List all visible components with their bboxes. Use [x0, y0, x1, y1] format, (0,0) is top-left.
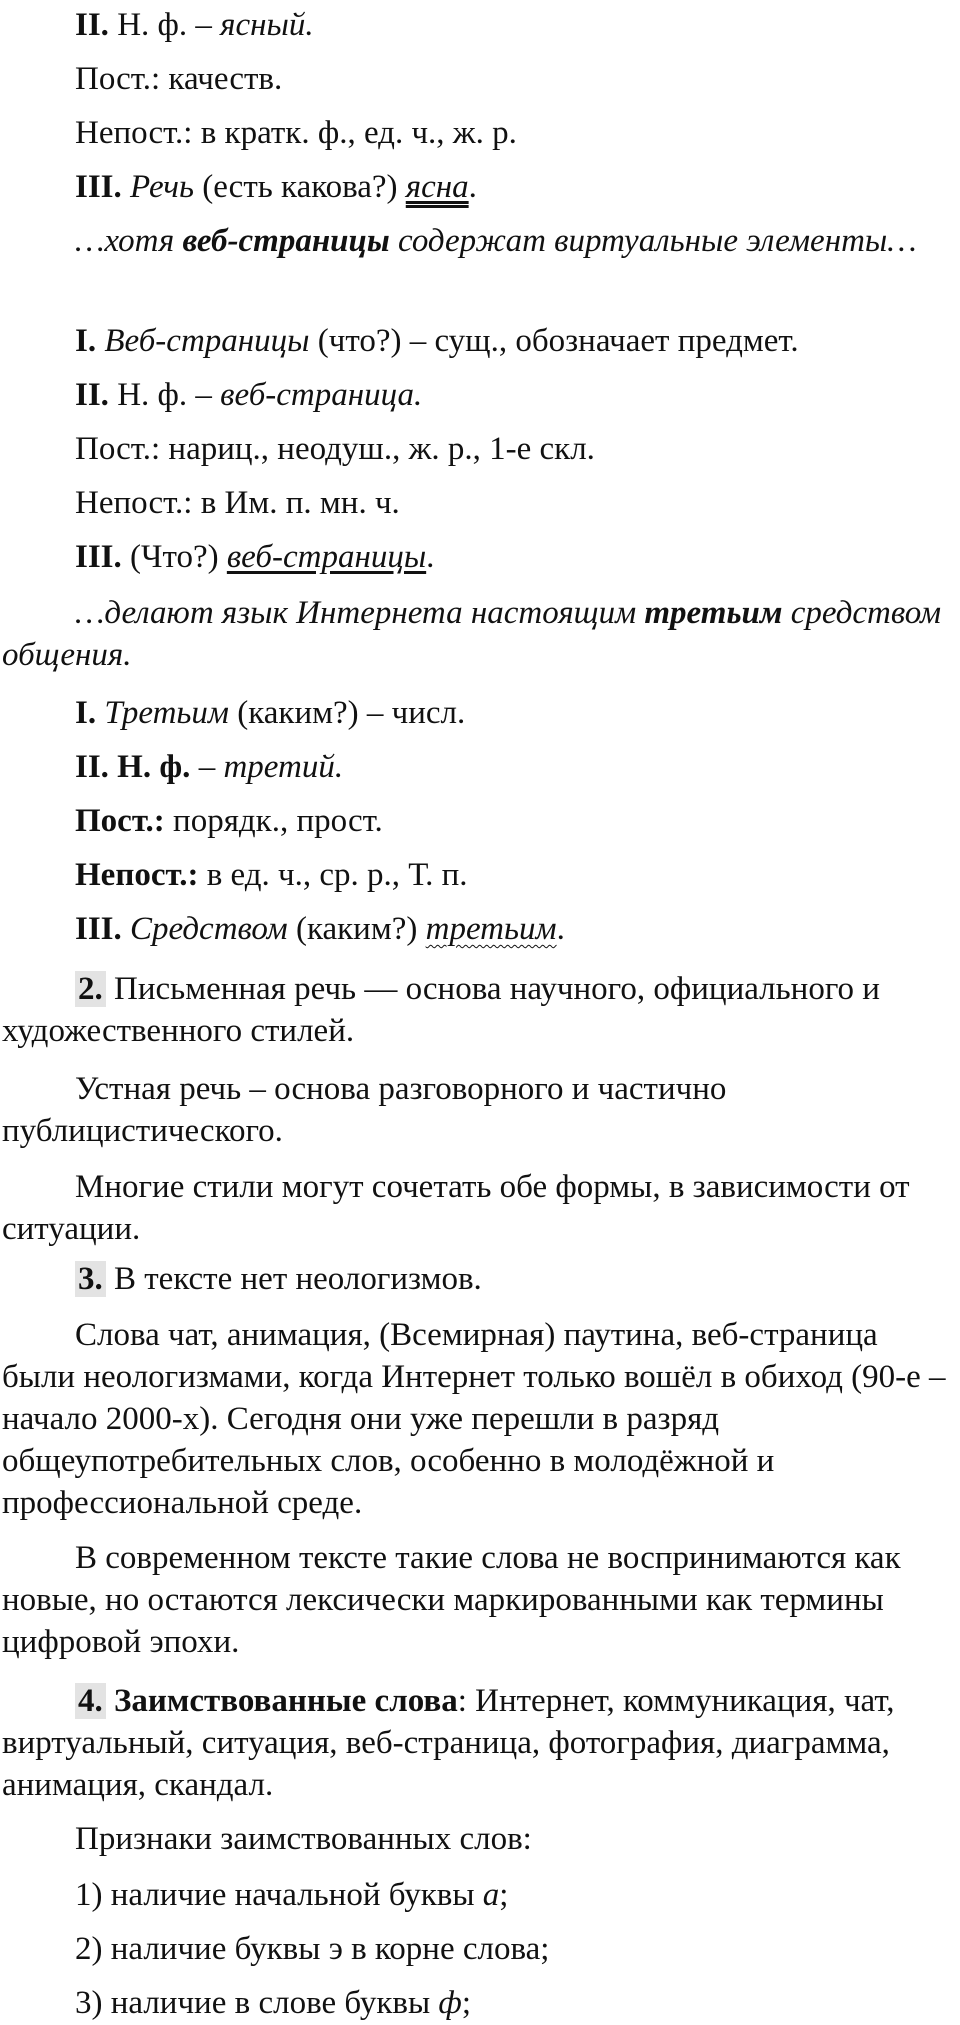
line-analysis-tretim-pos — [0, 692, 960, 734]
text: ; — [461, 1985, 472, 2021]
line-analysis-yasny-post: Пост.: качеств. — [75, 61, 283, 97]
quote-keyword: веб-страницы — [182, 223, 390, 259]
word-form: Речь — [121, 169, 194, 205]
text: (Что?) — [121, 539, 227, 575]
line-analysis-veb-nepost: Непост.: в Им. п. мн. ч. — [75, 485, 400, 521]
quote-text: содержат виртуальные элементы… — [389, 223, 917, 259]
quote-text: …хотя — [75, 223, 183, 259]
text: (каким?) – числ. — [229, 695, 466, 731]
answer-2-styles-paragraph: Многие стили могут сочетать обе формы, в зависимости от ситуации. — [2, 1169, 910, 1247]
answer-4-paragraph — [0, 1680, 960, 1806]
label: Непост.: — [75, 857, 199, 893]
text: . — [556, 911, 565, 947]
text: в ед. ч., ср. р., Т. п. — [198, 857, 468, 893]
line-analysis-yasny-syntax — [0, 166, 960, 208]
answer-3-paragraph — [0, 1258, 960, 1300]
answer-3-modern-paragraph: В современном тексте такие слова не воспринимаются как новые, но остаются лексически маркированными как термины цифровой эпохи. — [2, 1540, 901, 1660]
text: Н. ф. – — [108, 7, 221, 43]
text: (каким?) — [287, 911, 426, 947]
answer-3-neologisms-paragraph: Слова чат, анимация, (Всемирная) паутина, веб-страница были неологизмами, когда Интернет только вошёл в обиход (90-е – начало 2000-х). Сегодня они уже перешли в разряд общеупотребительных слов, особенно в молодёжной и профессиональной среде. — [2, 1317, 946, 1521]
text: Н. ф. – — [108, 377, 221, 413]
roman-numeral: I. — [75, 323, 97, 359]
task-number: 4. — [75, 1683, 106, 1719]
list-item-text: 1) наличие начальной буквы — [75, 1877, 483, 1913]
task-number: 2. — [75, 971, 106, 1007]
label: Пост.: — [75, 803, 165, 839]
word-form: Средством — [121, 911, 288, 947]
quote-text: …делают язык Интернета настоящим — [75, 595, 645, 631]
text: (есть какова?) — [193, 169, 406, 205]
list-item-sign-1 — [0, 1874, 960, 1916]
text: – — [190, 749, 224, 785]
quote-veb-stranitsy — [0, 220, 960, 262]
predicate-word: ясна — [405, 169, 469, 205]
word-form: Веб-страницы — [96, 323, 310, 359]
roman-numeral: II. — [75, 7, 109, 43]
roman-numeral: I. — [75, 695, 97, 731]
paragraph-text: : Интернет, коммуникация, чат, виртуальный, ситуация, веб-страница, фотография, диаграмма, анимация, скандал. — [2, 1683, 895, 1803]
roman-numeral: III. — [75, 169, 122, 205]
subject-word: веб-страницы — [226, 539, 427, 575]
paragraph-text: Письменная речь — основа научного, официального и художественного стилей. — [2, 971, 880, 1049]
word-form: Третьим — [96, 695, 229, 731]
letter: а — [482, 1877, 500, 1913]
task-number: 3. — [75, 1261, 106, 1297]
roman-numeral: II. — [75, 377, 109, 413]
text: ; — [499, 1877, 509, 1913]
text: (что?) – сущ., обозначает предмет. — [309, 323, 799, 359]
line-analysis-veb-pos — [0, 320, 960, 362]
line-analysis-veb-syntax — [0, 536, 960, 578]
answer-2-paragraph — [0, 968, 960, 1052]
paragraph-heading: Заимствованные слова — [105, 1683, 458, 1719]
paragraph-text: В тексте нет неологизмов. — [105, 1261, 482, 1297]
line-analysis-tretim-post — [0, 800, 960, 842]
text: . — [468, 169, 477, 205]
roman-numeral: III. — [75, 911, 122, 947]
quote-keyword: третьим — [644, 595, 783, 631]
list-item-sign-3 — [0, 1982, 960, 2024]
quote-tretim — [0, 592, 960, 676]
roman-numeral: II. Н. ф. — [75, 749, 191, 785]
line-analysis-yasny-nepost: Непост.: в кратк. ф., ед. ч., ж. р. — [75, 115, 517, 151]
attribute-word: третьим — [425, 911, 557, 947]
roman-numeral: III. — [75, 539, 122, 575]
line-analysis-tretim-syntax — [0, 908, 960, 950]
line-analysis-tretim-nepost — [0, 854, 960, 896]
line-analysis-tretim-nf — [0, 746, 960, 788]
letter: ф — [438, 1985, 462, 2021]
line-analysis-veb-post: Пост.: нариц., неодуш., ж. р., 1-е скл. — [75, 431, 595, 467]
line-analysis-yasny-nf — [0, 4, 960, 46]
answer-4-signs-heading: Признаки заимствованных слов: — [75, 1821, 532, 1857]
quote-text: средством общения. — [2, 595, 942, 673]
text: . — [426, 539, 435, 575]
word-form: веб-страница. — [220, 377, 423, 413]
text: порядк., прост. — [164, 803, 383, 839]
list-item-text: 3) наличие в слове буквы — [75, 1985, 439, 2021]
list-item-sign-2: 2) наличие буквы э в корне слова; — [75, 1931, 550, 1967]
word-form: третий. — [223, 749, 344, 785]
answer-2-oral-paragraph: Устная речь – основа разговорного и частично публицистического. — [2, 1071, 727, 1149]
line-analysis-veb-nf — [0, 374, 960, 416]
word-form: ясный. — [220, 7, 314, 43]
